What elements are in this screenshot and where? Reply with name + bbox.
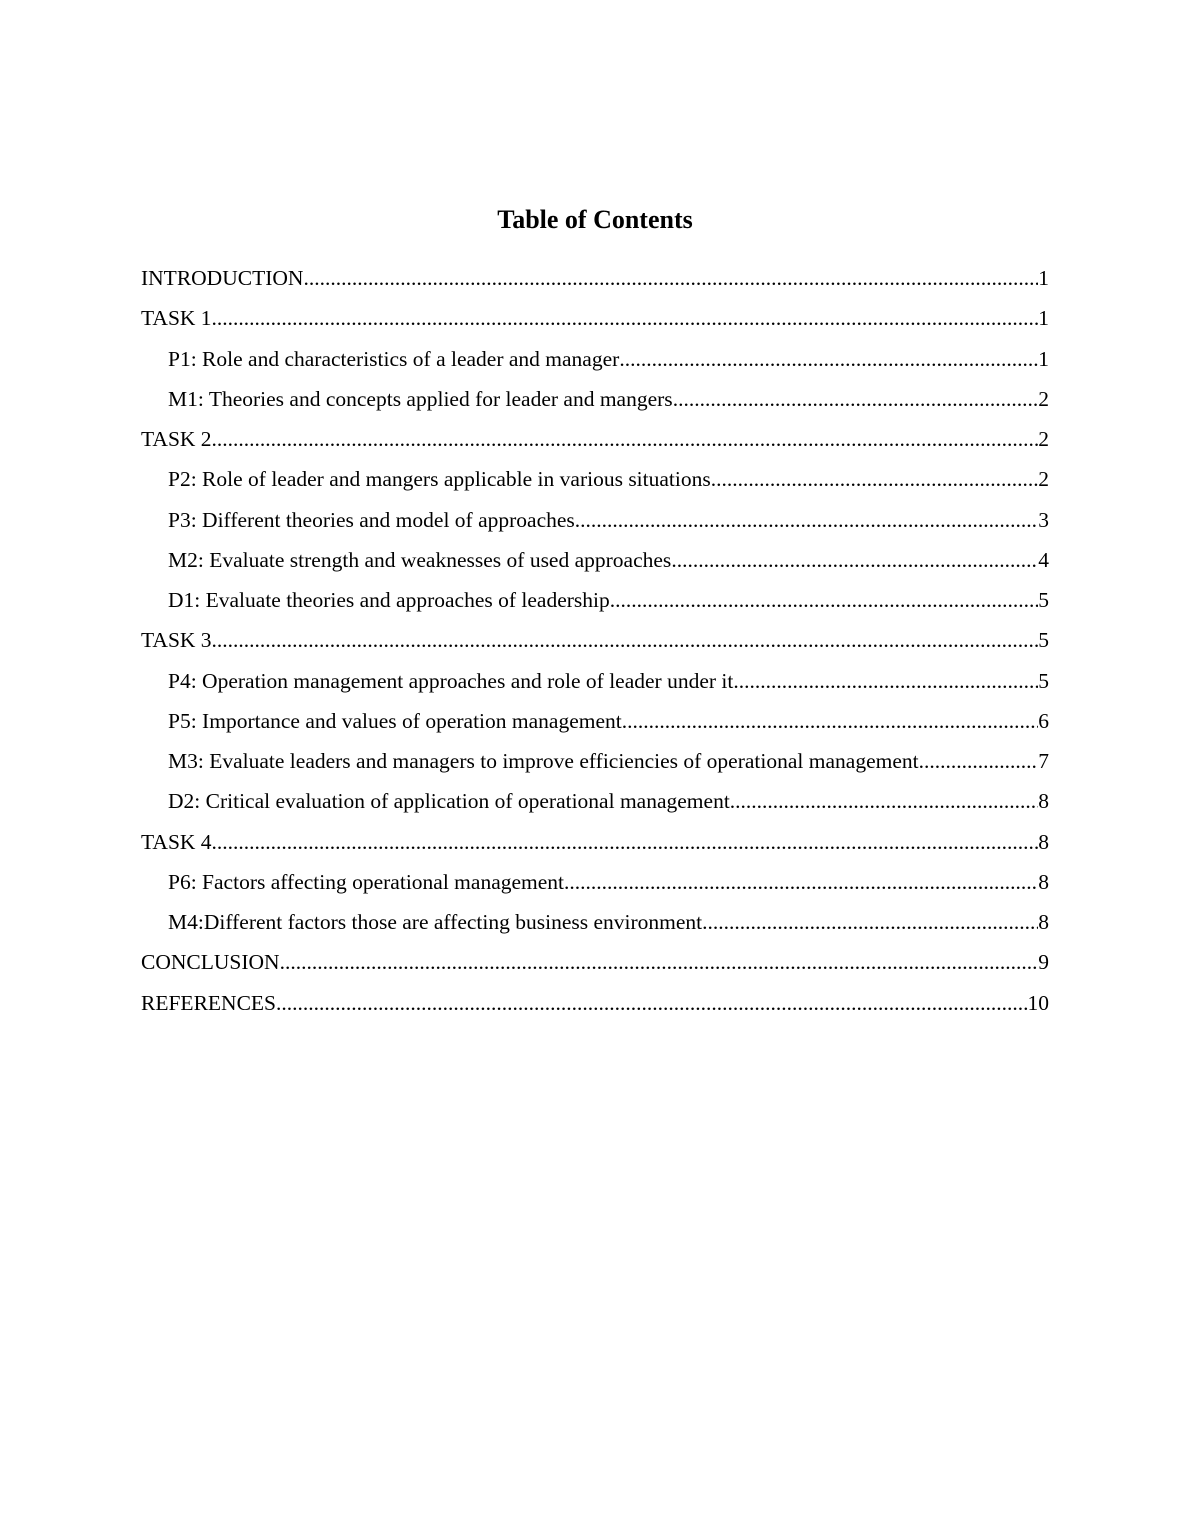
toc-entry-m1[interactable] [141,379,1049,419]
toc-entry-label: TASK 3 [141,628,212,653]
toc-entry-page: 8 [1038,829,1049,854]
toc-entry-label: D2: Critical evaluation of application of operational management [168,789,730,814]
toc-entry-label: TASK 2 [141,427,212,451]
toc-entry-label: D1: Evaluate theories and approaches of leadership [168,588,610,612]
toc-entry-conclusion[interactable] [141,942,1049,982]
toc-entry-label: REFERENCES [141,990,276,1015]
toc-entry-references[interactable] [141,983,1049,1023]
toc-entry-task-1[interactable] [141,298,1049,338]
toc-entry-page: 10 [1027,990,1049,1015]
dot-leader [919,741,1039,781]
toc-entry-p1[interactable] [141,339,1049,379]
toc-entry-page: 7 [1038,749,1049,773]
toc-entry-page: 5 [1038,588,1049,612]
toc-entry-page: 5 [1038,628,1049,653]
toc-entry-page: 1 [1038,306,1049,331]
toc-entry-label: CONCLUSION [141,950,280,975]
toc-entry-label: P3: Different theories and model of approaches [168,507,575,532]
dot-leader [303,258,1038,298]
dot-leader [212,419,1039,459]
toc-entry-label: M3: Evaluate leaders and managers to improve efficiencies of operational management [168,749,919,773]
toc-entry-p3[interactable] [141,500,1049,540]
toc-entry-page: 8 [1038,910,1049,934]
dot-leader [212,298,1039,338]
dot-leader [619,339,1038,379]
dot-leader [276,983,1028,1023]
toc-entry-p6[interactable] [141,862,1049,902]
toc-entry-page: 2 [1038,386,1049,411]
toc-entry-task-4[interactable] [141,822,1049,862]
toc-entry-page: 1 [1038,266,1049,290]
toc-entry-d2[interactable] [141,781,1049,821]
toc-entry-m3[interactable] [141,741,1049,781]
toc-entry-label: M4:Different factors those are affecting business environment [168,910,703,934]
toc-entry-label: TASK 1 [141,306,212,331]
dot-leader [733,661,1038,701]
toc-entry-label: P4: Operation management approaches and role of leader under it [168,668,734,693]
toc-entry-page: 4 [1038,547,1049,572]
toc-list [141,258,1049,1023]
toc-entry-page: 2 [1038,427,1049,451]
dot-leader [622,701,1039,741]
toc-entry-page: 1 [1038,346,1049,371]
dot-leader [280,942,1039,982]
toc-entry-page: 6 [1038,708,1049,733]
toc-entry-label: P2: Role of leader and mangers applicable in various situations [168,467,711,492]
toc-entry-page: 5 [1038,668,1049,693]
toc-entry-task-2[interactable] [141,419,1049,459]
toc-entry-d1[interactable] [141,580,1049,620]
toc-entry-m2[interactable] [141,540,1049,580]
dot-leader [212,620,1039,660]
toc-entry-page: 2 [1038,467,1049,492]
dot-leader [575,500,1038,540]
toc-entry-page: 9 [1038,950,1049,975]
page-title: Table of Contents [497,205,693,234]
dot-leader [610,580,1038,620]
toc-entry-label: P5: Importance and values of operation management [168,708,622,733]
toc-entry-page: 8 [1038,869,1049,894]
toc-entry-p5[interactable] [141,701,1049,741]
toc-entry-task-3[interactable] [141,620,1049,660]
dot-leader [212,822,1039,862]
dot-leader [730,781,1038,821]
toc-entry-label: TASK 4 [141,829,212,854]
dot-leader [564,862,1038,902]
toc-entry-label: M2: Evaluate strength and weaknesses of used approaches [168,547,672,572]
toc-entry-page: 8 [1038,789,1049,814]
toc-entry-p2[interactable] [141,459,1049,499]
dot-leader [711,459,1039,499]
toc-entry-label: M1: Theories and concepts applied for leader and mangers [168,386,673,411]
dot-leader [702,902,1038,942]
dot-leader [673,379,1039,419]
toc-entry-m4[interactable] [141,902,1049,942]
dot-leader [671,540,1038,580]
toc-entry-introduction[interactable] [141,258,1049,298]
toc-entry-p4[interactable] [141,661,1049,701]
toc-entry-label: INTRODUCTION [141,266,304,290]
toc-entry-label: P6: Factors affecting operational management [168,869,565,894]
toc-entry-label: P1: Role and characteristics of a leader and manager [168,346,620,371]
toc-entry-page: 3 [1038,507,1049,532]
